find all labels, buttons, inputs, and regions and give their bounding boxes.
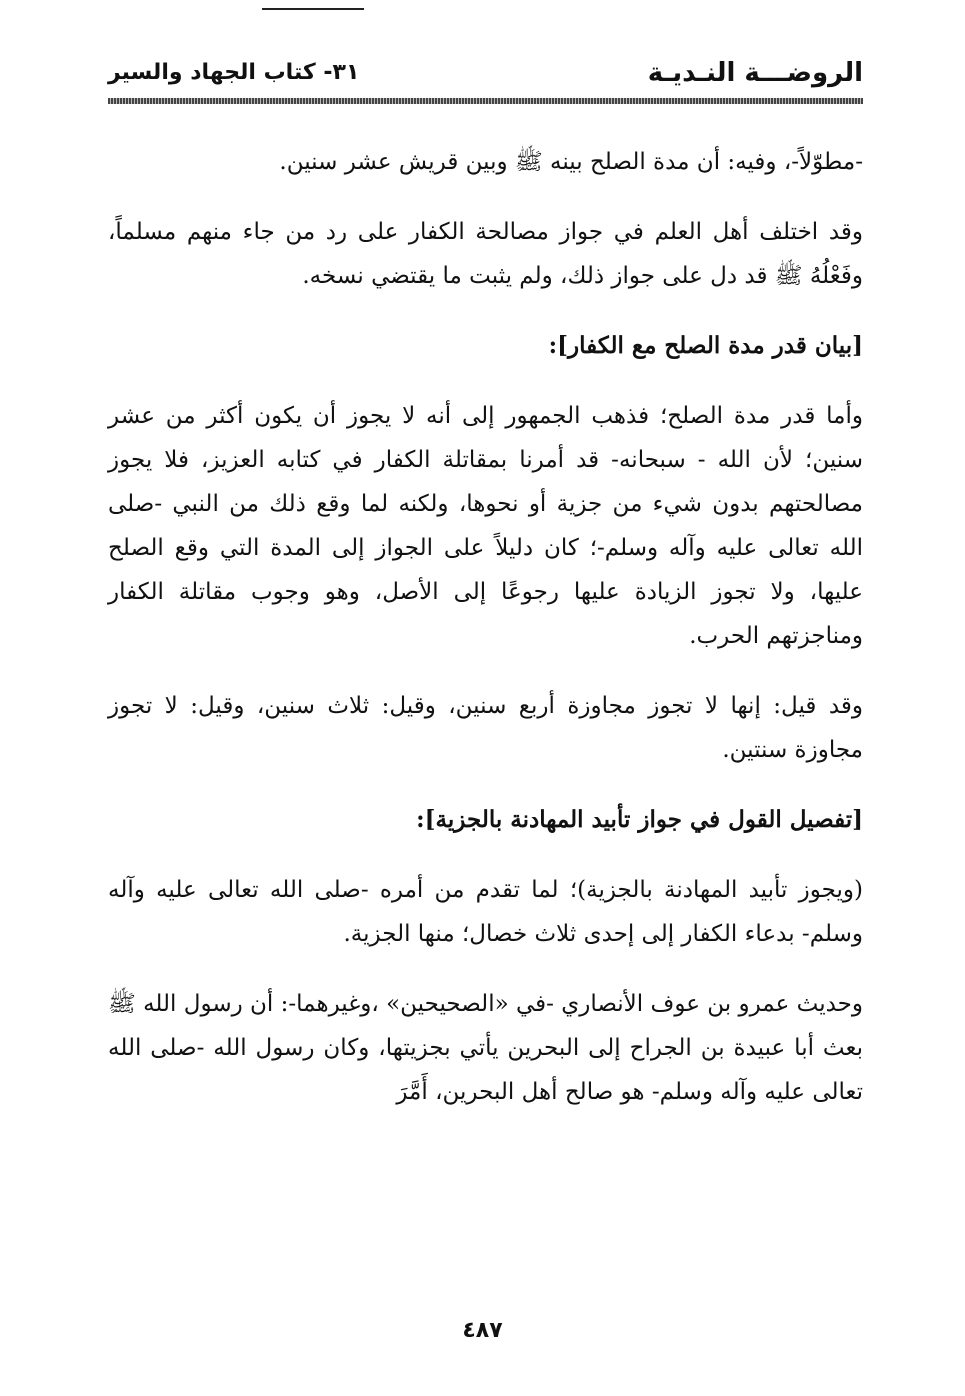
paragraph-1: -مطوّلاً-، وفيه: أن مدة الصلح بينه ﷺ وبين قريش عشر سنين. [279,149,863,175]
book-title: الروضـــة النـديـة [647,58,863,88]
running-header [108,52,863,96]
section-heading-truce-perpetuity: [تفصيل القول في جواز تأبيد المهادنة بالجزية]: [416,806,863,833]
paragraph-6: وحديث عمرو بن عوف الأنصاري -في «الصحيحين» ،وغيرهما-: أن رسول الله ﷺ بعث أبا عبيدة بن الجراح إلى البحرين يأتي بجزيتها، وكان رسول الله -صلى الله تعالى عليه وآله وسلم- هو صالح أهل البحرين، أَمَّرَ [108,991,863,1105]
page-body [108,140,863,1140]
page-number: ٤٨٧ [462,1318,503,1343]
paragraph-4: وقد قيل: إنها لا تجوز مجاوزة أربع سنين، وقيل: ثلاث سنين، وقيل: لا تجوز مجاوزة سنتين. [108,693,863,763]
top-decorative-rule [262,8,364,10]
paragraph-2: وقد اختلف أهل العلم في جواز مصالحة الكفار على رد من جاء منهم مسلماً، وفَعْلُهُ ﷺ قد دل على جواز ذلك، ولم يثبت ما يقتضي نسخه. [108,219,863,289]
section-heading-truce-duration: [بيان قدر مدة الصلح مع الكفار]: [548,332,863,359]
chapter-title: ٣١- كتاب الجهاد والسير [108,60,360,85]
header-divider [108,98,863,104]
paragraph-3: وأما قدر مدة الصلح؛ فذهب الجمهور إلى أنه لا يجوز أن يكون أكثر من عشر سنين؛ لأن الله - سبحانه- قد أمرنا بمقاتلة الكفار في كتابه العزيز، فلا يجوز مصالحتهم بدون شيء من جزية أو نحوها، ولكنه لما وقع ذلك من النبي -صلى الله تعالى عليه وآله وسلم-؛ كان دليلاً على الجواز إلى المدة التي وقع الصلح عليها، ولا تجوز الزيادة عليها رجوعًا إلى الأصل، وهو وجوب مقاتلة الكفار ومناجزتهم الحرب. [108,403,863,649]
paragraph-5: (ويجوز تأبيد المهادنة بالجزية)؛ لما تقدم من أمره -صلى الله تعالى عليه وآله وسلم- بدعاء الكفار إلى إحدى ثلاث خصال؛ منها الجزية. [108,877,863,947]
